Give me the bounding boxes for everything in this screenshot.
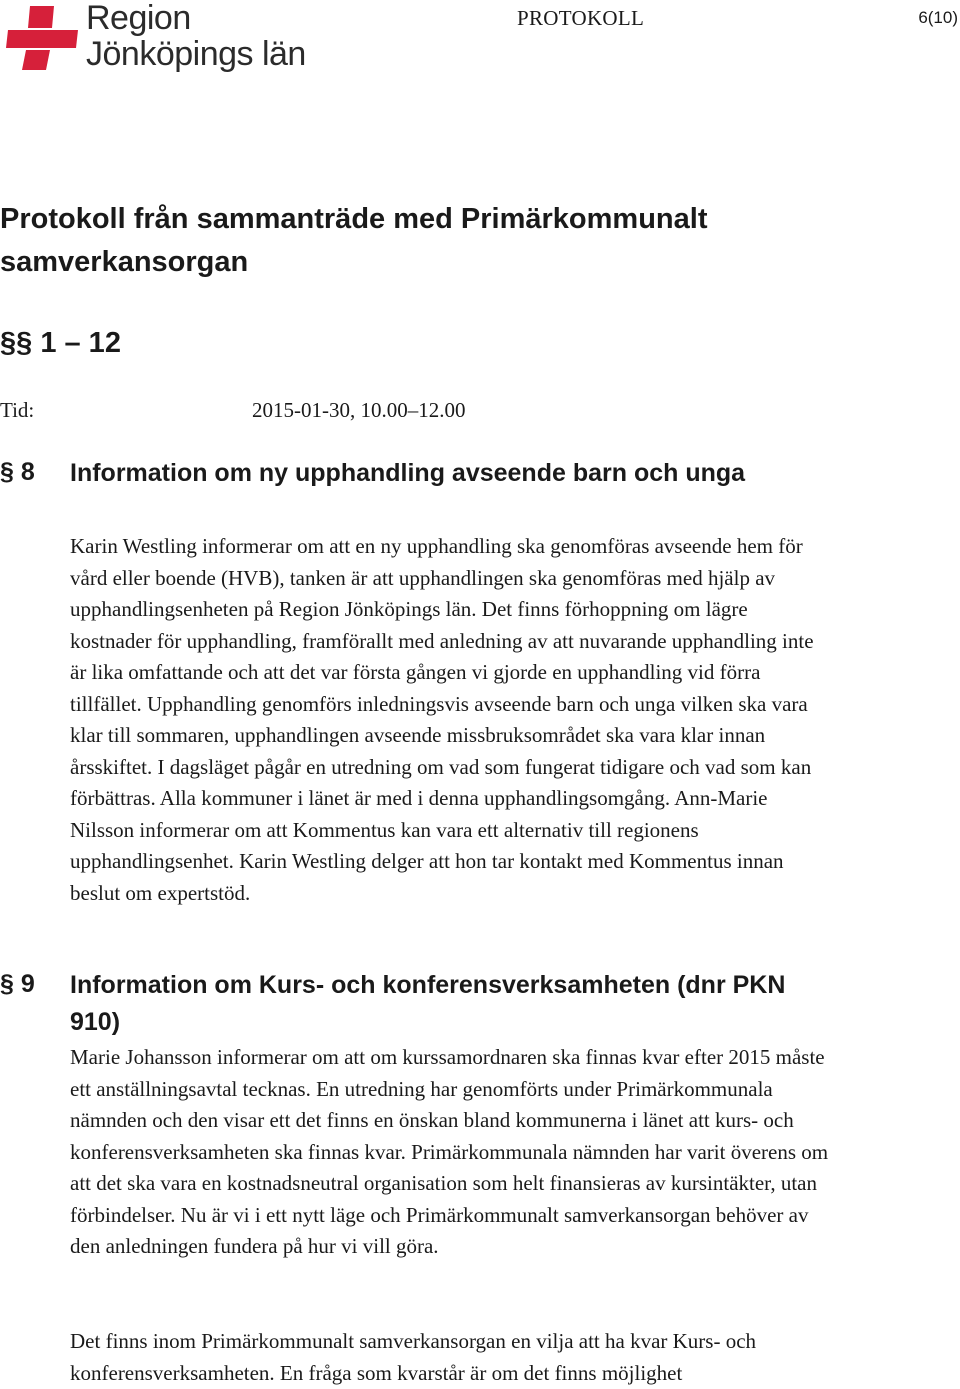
paragraph-range: §§ 1 – 12 [0, 327, 121, 359]
time-label: Tid: [0, 398, 35, 422]
time-value: 2015-01-30, 10.00–12.00 [252, 398, 466, 422]
section-body: Karin Westling informerar om att en ny upphandling ska genomföras avseende hem för vård eller boende (HVB), tanken är att upphandlingen ska genomföras med hjälp av upphandlingsenheten på Region Jönköpings län. Det finns förhoppning om lägre kostnader för upphandling, framförallt med anledning av att nuvarande upphandling inte är lika omfattande och att det var första gången vi gjorde en upphandling vid förra tillfället. Upphandling genomförs inledningsvis avseende barn och unga vilken ska vara klar till sommaren, upphandlingen avseende missbruksområdet ska vara klar innan årsskiftet. I dagsläget pågår en utredning om vad som fungerat tidigare och vad som kan förbättras. Alla kommuner i länet är med i denna upphandlingsomgång. Ann-Marie Nilsson informerar om att Kommentus kan vara ett alternativ till regionens upphandlingsenhet. Karin Westling delger att hon tar kontakt med Kommentus innan beslut om expertstöd. [70, 534, 814, 905]
logo-cross-part [6, 30, 78, 48]
section-number: § 8 [0, 458, 35, 486]
logo-line-1: Region [86, 0, 191, 37]
region-logo [6, 0, 306, 78]
section-number: § 9 [0, 970, 35, 998]
page-number: 6(10) [918, 8, 958, 27]
logo-cross-part [28, 6, 54, 28]
page-title: Protokoll från sammanträde med Primärkommunalt samverkansorgan [0, 203, 708, 278]
logo-line-2: Jönköpings län [86, 35, 306, 73]
logo-cross-part [22, 50, 50, 70]
logo-wordmark [86, 0, 306, 72]
section-heading: Information om ny upphandling avseende barn och unga [70, 459, 746, 487]
region-cross-logo-icon [6, 4, 80, 70]
section-body: Marie Johansson informerar om att om kurssamordnaren ska finnas kvar efter 2015 måste ett anställningsavtal tecknas. En utredning har genomförts under Primärkommunala nämnden och den visar ett det finns en önskan bland kommunerna i länet att kurs- och konferensverksamheten ska finnas kvar. Primärkommunala nämnden har varit överens om att det ska vara en kostnadsneutral organisation som helt finansieras av kursintäkter, utan förbindelser. Nu är vi i ett nytt läge och Primärkommunalt samverkansorgan behöver av den anledningen fundera på hur vi vill göra. [70, 1045, 829, 1258]
section-heading: Information om Kurs- och konferensverksamheten (dnr PKN 910) [70, 971, 786, 1036]
document-type: PROTOKOLL [517, 6, 645, 30]
section-body-continued: Det finns inom Primärkommunalt samverkansorgan en vilja att ha kvar Kurs- och konferensverksamheten. En fråga som kvarstår är om det finns möjlighet [70, 1329, 757, 1385]
